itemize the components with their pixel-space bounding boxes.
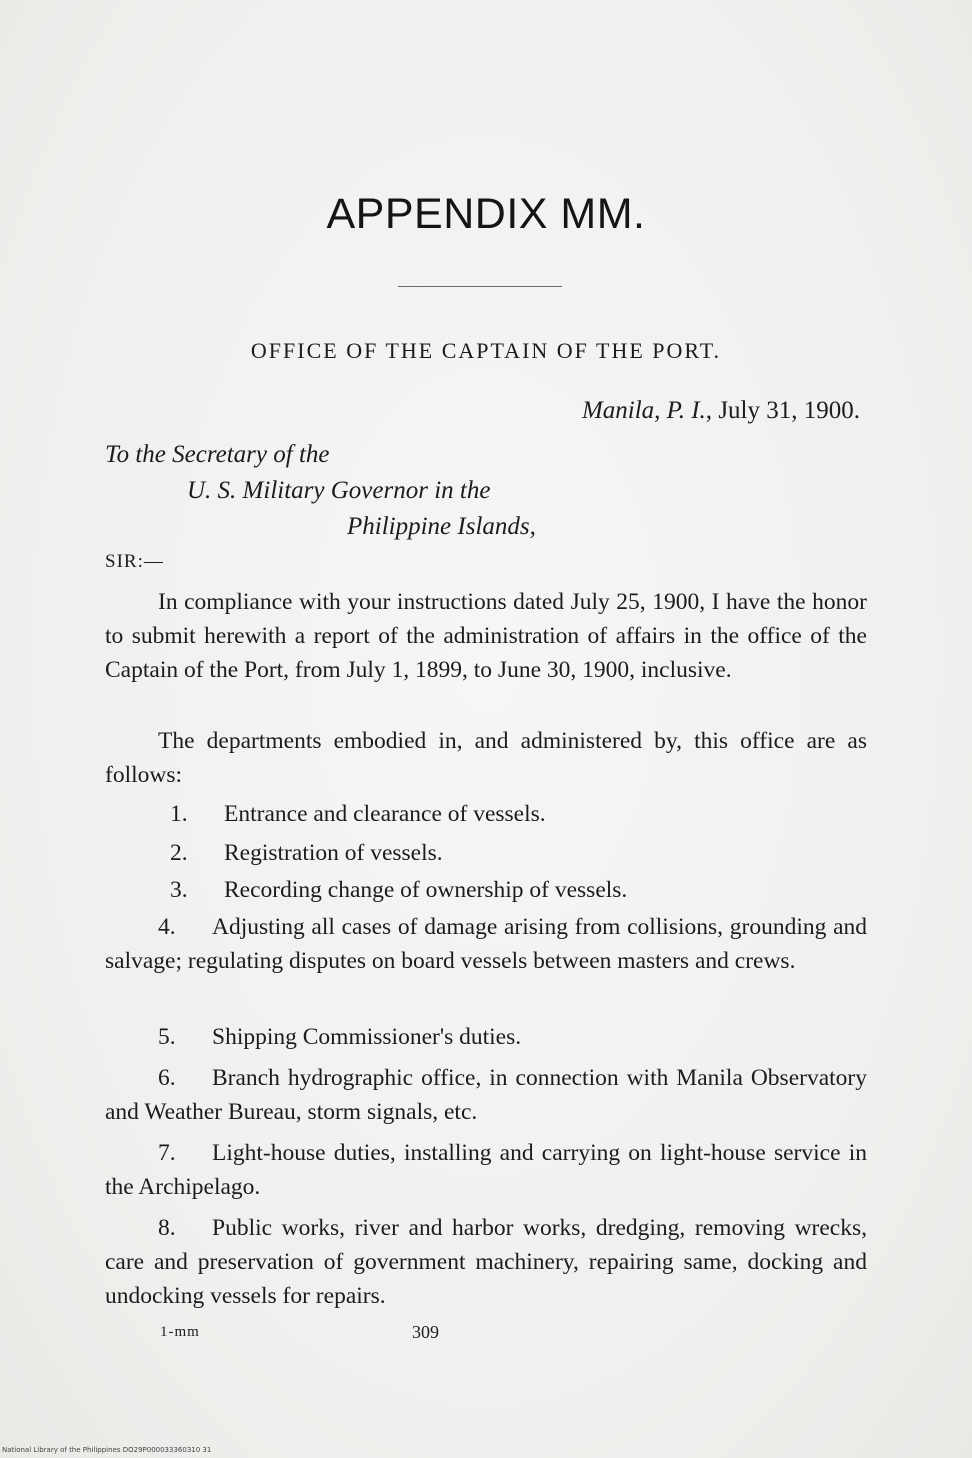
list-item-text: Entrance and clearance of vessels. [224,801,546,827]
office-heading: OFFICE OF THE CAPTAIN OF THE PORT. [250,338,722,363]
list-item-number: 7. [158,1140,176,1166]
list-item-text: Registration of vessels. [224,840,443,866]
list-item [170,873,627,907]
address-line-1: To the Secretary of the [105,441,330,468]
paragraph-departments: The departments embodied in, and administered by, this office are as follows: [105,728,867,788]
list-item [105,1211,867,1313]
dateline-date: July 31, 1900. [718,397,860,424]
list-item-text: Light-house duties, installing and carrying on light-house service in the Archipelago. [105,1140,867,1200]
address-line-3: Philippine Islands, [347,513,536,540]
dateline [582,397,860,425]
list-item [105,1136,867,1204]
salutation: SIR:— [105,551,164,572]
list-item [170,836,443,870]
list-item-number: 5. [158,1024,176,1050]
signature-mark: 1-mm [160,1324,200,1340]
list-item [105,1061,867,1129]
list-item-text: Adjusting all cases of damage arising from collisions, grounding and salvage; regulating disputes on board vessels between masters and crews. [105,914,867,974]
list-item-number: 8. [158,1215,176,1241]
list-item-number: 4. [158,914,176,940]
page-number: 309 [412,1322,439,1342]
list-item-number: 1. [170,801,188,827]
address-line-2: U. S. Military Governor in the [187,477,491,504]
list-item-text: Recording change of ownership of vessels. [224,877,628,903]
appendix-title: APPENDIX MM. [326,190,646,238]
list-item [170,797,546,831]
paragraph-intro: In compliance with your instructions dated July 25, 1900, I have the honor to submit herewith a report of the administration of affairs in the office of the Captain of the Port, from July 1, 1899, to June 30, 1900, inclusive. [105,589,867,683]
dateline-place: Manila, P. I., [581,397,713,424]
list-item [105,910,867,978]
list-item-number: 3. [170,877,188,903]
source-watermark: National Library of the Philippines DO29P000033360310 31 [2,1446,212,1454]
list-item-text: Public works, river and harbor works, dredging, removing wrecks, care and preservation of government machinery, repairing same, docking and undocking vessels for repairs. [105,1215,867,1309]
list-item-text: Shipping Commissioner's duties. [212,1024,522,1050]
list-item-number: 6. [158,1065,176,1091]
list-item [105,1020,867,1054]
list-item-text: Branch hydrographic office, in connection with Manila Observatory and Weather Bureau, storm signals, etc. [105,1065,867,1125]
list-item-number: 2. [170,840,188,866]
title-divider [398,286,562,287]
